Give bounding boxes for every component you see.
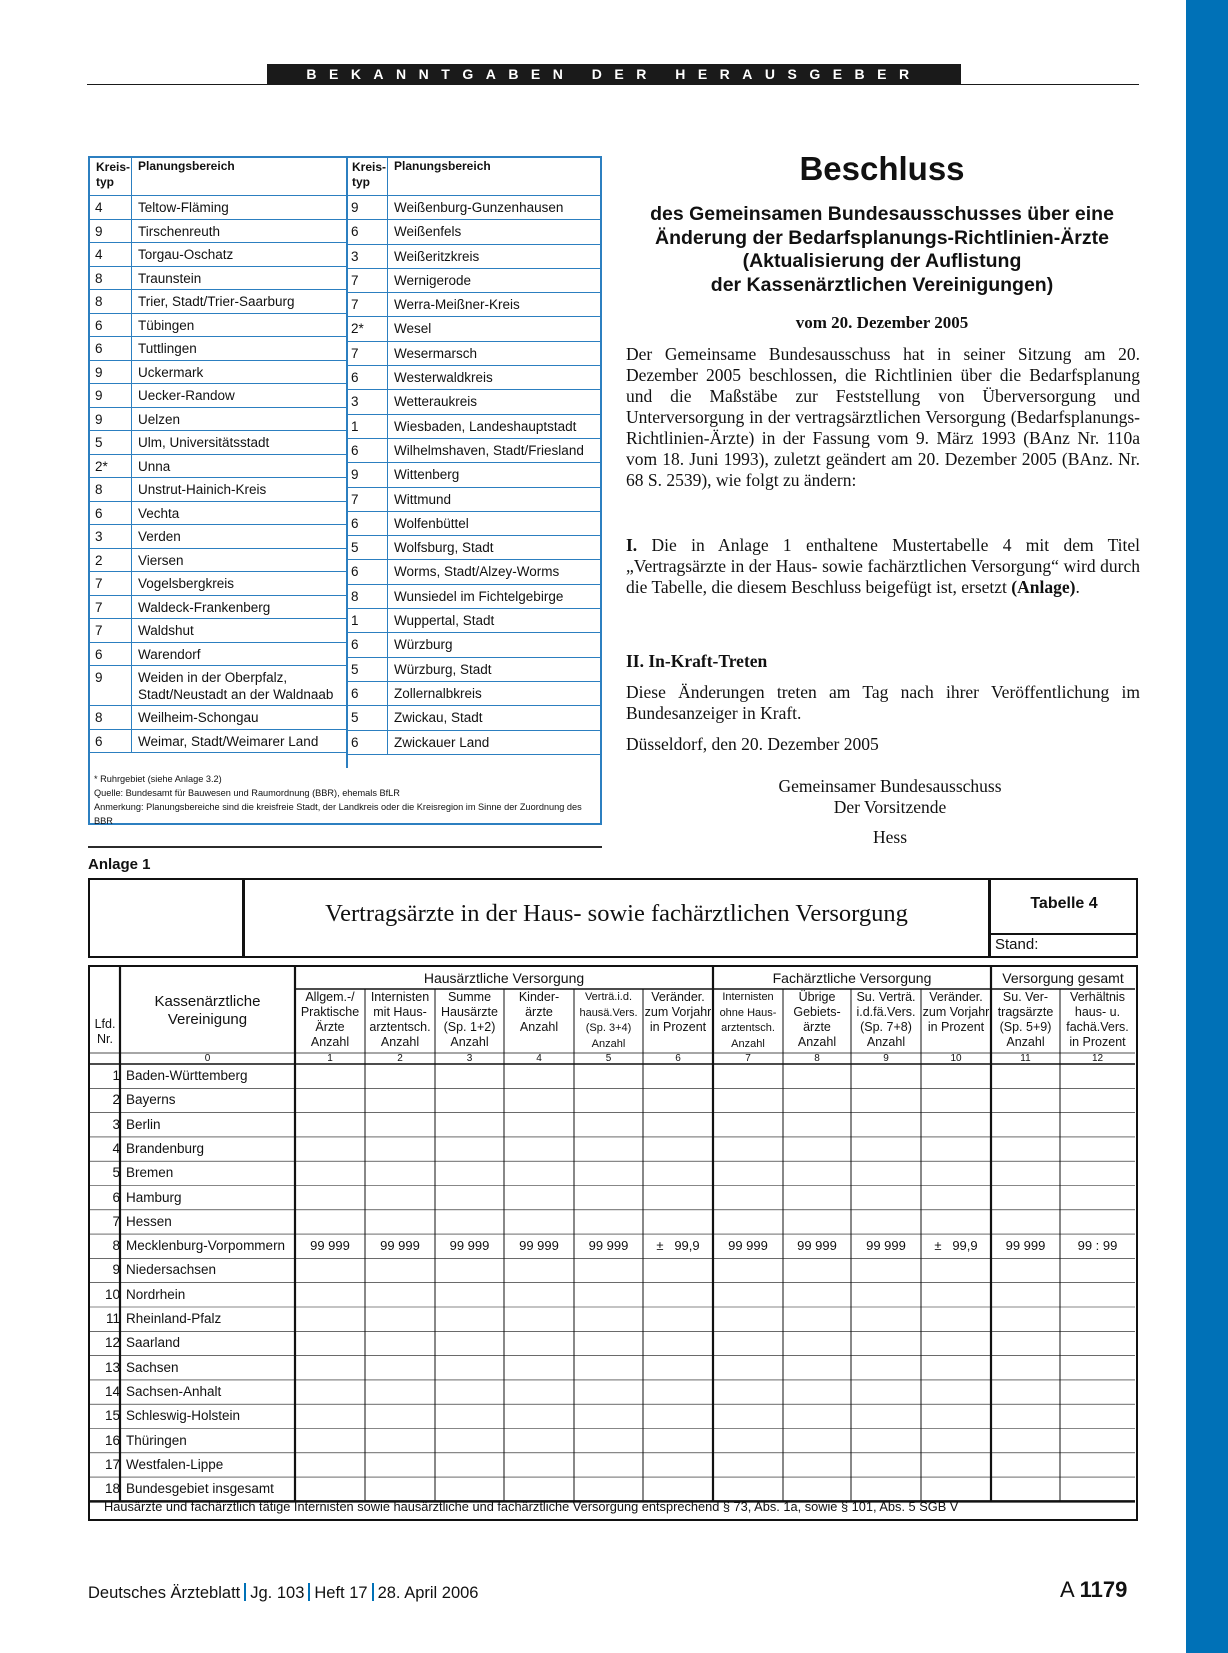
table-row bbox=[90, 596, 346, 620]
column-number: 10 bbox=[950, 1053, 962, 1064]
column-number: 9 bbox=[883, 1053, 889, 1064]
kreistyp-cell: 6 bbox=[90, 314, 132, 337]
column-number: 1 bbox=[327, 1053, 333, 1064]
table-row bbox=[346, 560, 600, 584]
kreistyp-cell: 5 bbox=[346, 536, 388, 559]
blue-side-bar bbox=[1186, 0, 1228, 1653]
signature-org: Gemeinsamer Bundesausschuss bbox=[778, 776, 1002, 796]
header-kassenaerztliche-vereinigung: Kassenärztliche Vereinigung bbox=[154, 993, 261, 1028]
table-row bbox=[90, 1331, 1136, 1355]
row-number: 2 bbox=[112, 1092, 120, 1108]
cell-value: 99 999 bbox=[866, 1238, 906, 1254]
table-row bbox=[346, 439, 600, 463]
page-number bbox=[1060, 1577, 1127, 1603]
table-row bbox=[346, 317, 600, 341]
planungsbereich-cell: Uelzen bbox=[138, 411, 181, 427]
kreistyp-cell: 1 bbox=[346, 415, 388, 438]
table-row bbox=[90, 572, 346, 596]
kreistyp-cell: 4 bbox=[90, 196, 132, 219]
table-row bbox=[90, 478, 346, 502]
kreistyp-cell: 7 bbox=[90, 596, 132, 619]
page-title: Beschluss bbox=[799, 150, 965, 187]
table-header bbox=[346, 158, 600, 196]
table-row bbox=[90, 643, 346, 667]
row-number: 8 bbox=[112, 1238, 120, 1254]
planungsbereich-cell: Weißenfels bbox=[394, 224, 462, 240]
group-header: Versorgung gesamt bbox=[1002, 970, 1124, 986]
section-one-paragraph bbox=[626, 535, 1140, 598]
kreistyp-cell: 3 bbox=[90, 525, 132, 548]
row-kv-name: Saarland bbox=[126, 1335, 181, 1351]
table-row bbox=[90, 1234, 1136, 1258]
column-header: Allgem.-/ Praktische Ärzte Anzahl bbox=[300, 990, 360, 1049]
table-row bbox=[346, 463, 600, 487]
planungsbereich-cell: Weilheim-Schongau bbox=[138, 710, 259, 725]
planungsbereich-cell: Weißeritzkreis bbox=[394, 248, 480, 264]
planungsbereich-cell: Wunsiedel im Fichtelgebirge bbox=[394, 588, 564, 604]
planungsbereich-cell: Zollernalbkreis bbox=[394, 685, 482, 701]
row-number: 15 bbox=[104, 1408, 120, 1424]
table-row bbox=[90, 1113, 1136, 1137]
row-kv-name: Westfalen-Lippe bbox=[126, 1456, 224, 1472]
row-number: 5 bbox=[112, 1165, 120, 1181]
planning-table-left-column bbox=[90, 158, 346, 753]
table-row bbox=[90, 1477, 1136, 1501]
planungsbereich-cell: Tübingen bbox=[138, 317, 195, 333]
row-number: 18 bbox=[104, 1481, 120, 1497]
table-row bbox=[90, 455, 346, 479]
planungsbereich-cell: Uecker-Randow bbox=[138, 388, 235, 403]
table-row bbox=[346, 609, 600, 633]
planungsbereich-cell: Westerwaldkreis bbox=[394, 370, 493, 386]
table-row bbox=[90, 1258, 1136, 1282]
column-number: 3 bbox=[466, 1053, 473, 1064]
table-row bbox=[90, 1088, 1136, 1112]
planungsbereich-cell: Weimar, Stadt/Weimarer Land bbox=[138, 733, 319, 749]
planungsbereich-cell: Wesermarsch bbox=[394, 345, 478, 361]
intro-paragraph: Der Gemeinsame Bundesausschuss hat in seiner Sitzung am 20. Dezember 2005 beschlossen, die Richtlinien über die Bedarfsplanung und die Maßstäbe zur Feststellung von Überversorgung und Unterversorgung in der vertragsärztlichen Versorgung (Bedarfsplanungs-Richtlinien-Ärzte) in der Fassung vom 9. März 1993 (BAnz Nr. 110a vom 18. Juni 1993), zuletzt geändert am 20. Dezember 2005 (BAnz. Nr. 68 S. 2539), wie folgt zu ändern: bbox=[626, 344, 1140, 490]
separator bbox=[372, 1583, 374, 1601]
row-kv-name: Thüringen bbox=[126, 1432, 187, 1448]
column-header: Übrige Gebiets- ärzte Anzahl bbox=[793, 990, 841, 1049]
group-header: Hausärztliche Versorgung bbox=[423, 970, 585, 986]
section-two-heading: II. In-Kraft-Treten bbox=[626, 651, 768, 671]
planungsbereich-cell: Unstrut-Hainich-Kreis bbox=[138, 482, 267, 497]
row-number: 7 bbox=[112, 1213, 120, 1229]
section-one-text: Die in Anlage 1 enthaltene Mustertabelle 4 mit dem Titel „Vertragsärzte in der Haus- sowie fachärztlichen Versorgung“ wird durch die Tabelle, die diesem Beschluss beigefügt ist, ersetzt bbox=[626, 535, 1141, 597]
table-header bbox=[90, 158, 346, 196]
row-kv-name: Hamburg bbox=[126, 1189, 182, 1205]
row-kv-name: Mecklenburg-Vorpommern bbox=[126, 1238, 286, 1254]
row-number: 10 bbox=[104, 1286, 120, 1302]
table-row bbox=[90, 1429, 1136, 1453]
row-number: 14 bbox=[104, 1383, 120, 1399]
section-one-end: . bbox=[1075, 577, 1080, 597]
planungsbereich-cell: Vechta bbox=[138, 505, 180, 521]
kreistyp-cell: 7 bbox=[346, 269, 388, 292]
table-row bbox=[90, 1161, 1136, 1185]
row-kv-name: Sachsen bbox=[126, 1359, 179, 1375]
cell-value: 99 999 bbox=[588, 1238, 629, 1254]
cell-value: 99 999 bbox=[519, 1238, 559, 1254]
cell-value: ± 99,9 bbox=[934, 1238, 978, 1254]
kreistyp-cell: 7 bbox=[346, 342, 388, 365]
kreistyp-cell: 6 bbox=[90, 337, 132, 360]
kreistyp-cell: 6 bbox=[346, 366, 388, 389]
anlage-label: Anlage 1 bbox=[88, 856, 151, 873]
subtitle-line: Änderung der Bedarfsplanungs-Richtlinien-Ärzte bbox=[655, 226, 1109, 249]
table-row bbox=[90, 619, 346, 643]
planungsbereich-cell: Wuppertal, Stadt bbox=[394, 613, 495, 629]
row-number: 17 bbox=[104, 1456, 120, 1472]
table-row bbox=[346, 342, 600, 366]
table-row bbox=[90, 220, 346, 244]
column-header: Verhältnis haus- u. fachä.Vers. in Prozent bbox=[1066, 990, 1129, 1049]
kreistyp-cell: 6 bbox=[90, 502, 132, 525]
section-banner: BEKANNTGABEN DER HERAUSGEBER bbox=[267, 64, 961, 84]
kreistyp-cell: 8 bbox=[346, 585, 388, 608]
table-row bbox=[90, 1137, 1136, 1161]
row-number: 12 bbox=[104, 1335, 120, 1351]
planungsbereich-cell: Viersen bbox=[138, 552, 184, 568]
row-kv-name: Schleswig-Holstein bbox=[126, 1408, 241, 1424]
column-number: 6 bbox=[675, 1053, 681, 1064]
planungsbereich-cell: Zwickauer Land bbox=[394, 734, 490, 750]
header-kreistyp: Kreis-typ bbox=[90, 158, 132, 196]
cell-value: 99 999 bbox=[1005, 1238, 1046, 1254]
cell-value: 99 : 99 bbox=[1077, 1238, 1118, 1254]
kreistyp-cell: 4 bbox=[90, 243, 132, 266]
table-row bbox=[346, 390, 600, 414]
column-number: 12 bbox=[1091, 1053, 1104, 1064]
kreistyp-cell: 9 bbox=[90, 408, 132, 431]
column-number: 7 bbox=[745, 1053, 751, 1064]
row-number: 13 bbox=[104, 1359, 120, 1375]
row-number: 6 bbox=[112, 1189, 120, 1205]
row-kv-name: Bremen bbox=[126, 1165, 174, 1181]
journal-name: Deutsches Ärzteblatt bbox=[88, 1584, 241, 1602]
table-row bbox=[90, 243, 346, 267]
kreistyp-cell: 2 bbox=[90, 549, 132, 572]
table-row bbox=[346, 245, 600, 269]
table-row bbox=[90, 730, 346, 754]
planungsbereich-cell: Waldshut bbox=[138, 623, 194, 638]
table-row bbox=[90, 361, 346, 385]
planungsbereich-cell: Worms, Stadt/Alzey-Worms bbox=[394, 564, 560, 580]
row-number: 9 bbox=[112, 1262, 120, 1278]
subtitle-line: des Gemeinsamen Bundesausschusses über eine bbox=[650, 203, 1114, 225]
kreistyp-cell: 7 bbox=[90, 619, 132, 642]
table-row bbox=[346, 731, 600, 755]
row-kv-name: Baden-Württemberg bbox=[126, 1068, 248, 1083]
table-row bbox=[346, 633, 600, 657]
table-title-box bbox=[88, 878, 1138, 958]
table-row bbox=[90, 384, 346, 408]
kreistyp-cell: 3 bbox=[346, 390, 388, 413]
row-kv-name: Sachsen-Anhalt bbox=[126, 1383, 222, 1399]
kreistyp-cell: 5 bbox=[346, 706, 388, 729]
kreistyp-cell: 8 bbox=[90, 478, 132, 501]
table-row bbox=[90, 314, 346, 338]
divider bbox=[988, 880, 991, 956]
table-row bbox=[346, 706, 600, 730]
planungsbereich-cell: Wesel bbox=[394, 321, 432, 337]
place-date: Düsseldorf, den 20. Dezember 2005 bbox=[626, 734, 879, 754]
planning-table-right-column bbox=[346, 158, 600, 755]
planungsbereich-cell: Wittenberg bbox=[394, 467, 460, 483]
signature-role: Der Vorsitzende bbox=[833, 797, 947, 817]
planungsbereich-cell: Warendorf bbox=[138, 646, 201, 662]
planungsbereich-cell: Unna bbox=[138, 458, 171, 474]
cell-value: 99 999 bbox=[380, 1238, 420, 1254]
kreistyp-cell: 6 bbox=[346, 682, 388, 705]
kreistyp-cell: 6 bbox=[90, 730, 132, 753]
kreistyp-cell: 3 bbox=[346, 245, 388, 268]
row-kv-name: Hessen bbox=[126, 1213, 172, 1229]
kreistyp-cell: 9 bbox=[90, 666, 132, 705]
kreistyp-cell: 1 bbox=[346, 609, 388, 632]
section-rule bbox=[88, 846, 602, 848]
header-kreistyp: Kreis-typ bbox=[346, 158, 388, 196]
row-number: 1 bbox=[112, 1068, 120, 1083]
row-kv-name: Niedersachsen bbox=[126, 1262, 217, 1278]
planungsbereich-cell: Tuttlingen bbox=[138, 341, 197, 356]
table-row bbox=[90, 1210, 1136, 1234]
table-row bbox=[346, 366, 600, 390]
table-row bbox=[346, 658, 600, 682]
kreistyp-cell: 6 bbox=[90, 643, 132, 666]
planungsbereich-cell: Würzburg, Stadt bbox=[394, 661, 492, 677]
kreistyp-cell: 7 bbox=[346, 488, 388, 511]
table-row bbox=[90, 337, 346, 361]
planungsbereich-cell: Zwickau, Stadt bbox=[394, 710, 483, 726]
row-kv-name: Rheinland-Pfalz bbox=[126, 1311, 222, 1326]
table-row bbox=[346, 220, 600, 244]
table-row bbox=[90, 706, 346, 730]
planungsbereich-cell: Wernigerode bbox=[394, 272, 472, 288]
header-rule bbox=[87, 84, 1139, 85]
group-header: Fachärztliche Versorgung bbox=[772, 970, 932, 986]
kreistyp-cell: 9 bbox=[346, 196, 388, 219]
row-kv-name: Bundesgebiet insgesamt bbox=[126, 1481, 274, 1497]
column-header: Verträ.i.d. hausä.Vers. (Sp. 3+4) Anzahl bbox=[579, 991, 638, 1050]
planungsbereich-cell: Tirschenreuth bbox=[138, 223, 221, 239]
cell-value: 99 999 bbox=[797, 1238, 837, 1254]
planungsbereich-cell: Waldeck-Frankenberg bbox=[138, 599, 271, 615]
kreistyp-cell: 5 bbox=[90, 431, 132, 454]
row-kv-name: Berlin bbox=[126, 1116, 161, 1132]
row-number: 3 bbox=[112, 1116, 120, 1132]
planungsbereich-cell: Vogelsbergkreis bbox=[138, 576, 235, 591]
cell-value: 99 999 bbox=[728, 1238, 768, 1254]
column-number: 8 bbox=[814, 1053, 820, 1064]
kreistyp-cell: 5 bbox=[346, 658, 388, 681]
column-header: Su. Ver- tragsärzte (Sp. 5+9) Anzahl bbox=[997, 990, 1054, 1049]
cell-value: ± 99,9 bbox=[656, 1238, 700, 1254]
planungsbereich-cell: Würzburg bbox=[394, 637, 453, 653]
table-row bbox=[346, 196, 600, 220]
kreistyp-cell: 8 bbox=[90, 267, 132, 290]
planungsbereich-cell: Wilhelmshaven, Stadt/Friesland bbox=[394, 442, 584, 458]
column-header: Internisten mit Haus- arztentsch. Anzahl bbox=[369, 990, 431, 1049]
table-row bbox=[90, 666, 346, 706]
planungsbereich-cell: Trier, Stadt/Trier-Saarburg bbox=[138, 294, 295, 309]
table-row bbox=[90, 1404, 1136, 1428]
table-row bbox=[90, 549, 346, 573]
column-header: Internisten ohne Haus- arztentsch. Anzahl bbox=[719, 991, 777, 1050]
cell-value: 99 999 bbox=[310, 1238, 350, 1254]
table-row bbox=[90, 431, 346, 455]
row-number: 4 bbox=[112, 1140, 120, 1156]
signature-block bbox=[700, 776, 1080, 818]
table-number: Tabelle 4 bbox=[1030, 895, 1098, 912]
table-row bbox=[90, 408, 346, 432]
table-row bbox=[346, 293, 600, 317]
footnote-line: Quelle: Bundesamt für Bauwesen und Raumordnung (BBR), ehemals BfLR bbox=[94, 788, 400, 798]
table-row bbox=[346, 536, 600, 560]
section-two-paragraph: Diese Änderungen treten am Tag nach ihrer Veröffentlichung im Bundesanzeiger in Kraft. bbox=[626, 682, 1140, 723]
planungsbereich-cell: Weiden in der Oberpfalz, Stadt/Neustadt an der Waldnaab bbox=[138, 670, 334, 702]
kreistyp-cell: 6 bbox=[346, 560, 388, 583]
table-row bbox=[90, 1356, 1136, 1380]
table-row bbox=[90, 525, 346, 549]
column-header: Veränder. zum Vorjahr in Prozent bbox=[922, 990, 990, 1034]
table-row bbox=[90, 1453, 1136, 1477]
table-row bbox=[90, 290, 346, 314]
kreistyp-cell: 9 bbox=[90, 361, 132, 384]
column-number: 4 bbox=[536, 1053, 542, 1064]
planungsbereich-cell: Teltow-Fläming bbox=[138, 200, 229, 215]
divider bbox=[990, 933, 1138, 935]
row-kv-name: Brandenburg bbox=[126, 1140, 205, 1156]
column-header: Summe Hausärzte (Sp. 1+2) Anzahl bbox=[441, 990, 498, 1049]
planungsbereich-cell: Verden bbox=[138, 529, 181, 544]
subtitle-line: der Kassenärztlichen Vereinigungen) bbox=[710, 273, 1054, 296]
kreistyp-cell: 9 bbox=[90, 384, 132, 407]
kreistyp-cell: 2* bbox=[90, 455, 132, 478]
table-footnote: Hausärzte und fachärztlich tätige Internisten sowie hausärztliche und fachärztliche Versorgung entsprechend § 73, Abs. 1a, sowie § 101, Abs. 5 SGB V bbox=[104, 1499, 959, 1514]
row-kv-name: Nordrhein bbox=[126, 1286, 186, 1302]
table-row bbox=[90, 1283, 1136, 1307]
kreistyp-cell: 2* bbox=[346, 317, 388, 340]
planungsbereich-cell: Wolfsburg, Stadt bbox=[394, 540, 494, 556]
table-row bbox=[90, 196, 346, 220]
column-header: Su. Verträ. i.d.fä.Vers. (Sp. 7+8) Anzahl bbox=[856, 990, 916, 1049]
kreistyp-cell: 8 bbox=[90, 290, 132, 313]
separator bbox=[308, 1583, 310, 1601]
journal-volume: Jg. 103 bbox=[250, 1584, 305, 1602]
row-number: 16 bbox=[104, 1432, 120, 1448]
journal-issue: Heft 17 bbox=[314, 1584, 368, 1602]
header-planungsbereich: Planungsbereich bbox=[138, 159, 235, 173]
table-row bbox=[90, 502, 346, 526]
row-kv-name: Bayerns bbox=[126, 1092, 176, 1108]
table-row bbox=[346, 269, 600, 293]
planning-area-table bbox=[88, 156, 602, 825]
subtitle-line: (Aktualisierung der Auflistung bbox=[742, 250, 1022, 272]
decision-date: vom 20. Dezember 2005 bbox=[795, 313, 969, 332]
planungsbereich-cell: Wiesbaden, Landeshauptstadt bbox=[394, 418, 577, 434]
planungsbereich-cell: Wetteraukreis bbox=[394, 394, 478, 410]
page-number-value: 1179 bbox=[1079, 1577, 1128, 1602]
footnote-line: Anmerkung: Planungsbereiche sind die kreisfreie Stadt, der Landkreis oder die Kreisregion im Sinne der Zuordnung des BBR bbox=[94, 802, 582, 826]
header-lfd-nr: Lfd. Nr. bbox=[94, 1017, 116, 1046]
kreistyp-cell: 6 bbox=[346, 633, 388, 656]
page-prefix: A bbox=[1060, 1577, 1074, 1602]
table-row bbox=[346, 682, 600, 706]
section-one-label: I. bbox=[626, 535, 638, 555]
planungsbereich-cell: Werra-Meißner-Kreis bbox=[394, 297, 520, 313]
column-number: 0 bbox=[204, 1053, 211, 1064]
subtitle bbox=[624, 203, 1140, 297]
table-row bbox=[90, 1380, 1136, 1404]
table-row bbox=[346, 488, 600, 512]
kreistyp-cell: 9 bbox=[346, 463, 388, 486]
section-one-anlage: (Anlage) bbox=[1011, 577, 1076, 597]
kreistyp-cell: 6 bbox=[346, 220, 388, 243]
planungsbereich-cell: Weißenburg-Gunzenhausen bbox=[394, 200, 564, 215]
planungsbereich-cell: Wolfenbüttel bbox=[394, 515, 469, 531]
cell-value: 99 999 bbox=[449, 1238, 490, 1254]
kreistyp-cell: 8 bbox=[90, 706, 132, 729]
table-row bbox=[346, 512, 600, 536]
table-row bbox=[90, 1307, 1136, 1331]
table-row bbox=[90, 1064, 1136, 1088]
table-row bbox=[90, 1186, 1136, 1210]
table-row bbox=[346, 585, 600, 609]
column-number: 11 bbox=[1020, 1053, 1031, 1064]
kreistyp-cell: 6 bbox=[346, 512, 388, 535]
physicians-table bbox=[88, 965, 1138, 1521]
separator bbox=[244, 1583, 246, 1601]
planungsbereich-cell: Uckermark bbox=[138, 364, 204, 380]
planning-table-footnotes bbox=[94, 772, 598, 828]
column-header: Kinder- ärzte Anzahl bbox=[518, 990, 560, 1034]
kreistyp-cell: 9 bbox=[90, 220, 132, 243]
column-header: Veränder. zum Vorjahr in Prozent bbox=[644, 990, 712, 1034]
table-title: Vertragsärzte in der Haus- sowie fachärztlichen Versorgung bbox=[325, 900, 908, 927]
column-number: 2 bbox=[397, 1053, 403, 1064]
stand-label: Stand: bbox=[995, 936, 1039, 953]
kreistyp-cell: 6 bbox=[346, 439, 388, 462]
kreistyp-cell: 6 bbox=[346, 731, 388, 754]
table-row bbox=[90, 267, 346, 291]
kreistyp-cell: 7 bbox=[90, 572, 132, 595]
signature-name: Hess bbox=[872, 827, 908, 847]
planungsbereich-cell: Wittmund bbox=[394, 491, 452, 507]
planungsbereich-cell: Torgau-Oschatz bbox=[138, 247, 234, 262]
row-number: 11 bbox=[105, 1311, 120, 1326]
footnote-line: * Ruhrgebiet (siehe Anlage 3.2) bbox=[94, 774, 222, 784]
journal-footer bbox=[88, 1583, 479, 1603]
table-row bbox=[346, 415, 600, 439]
planungsbereich-cell: Ulm, Universitätsstadt bbox=[138, 435, 270, 450]
kreistyp-cell: 7 bbox=[346, 293, 388, 316]
journal-date: 28. April 2006 bbox=[377, 1584, 479, 1602]
header-planungsbereich: Planungsbereich bbox=[394, 159, 491, 173]
column-number: 5 bbox=[605, 1053, 612, 1064]
planungsbereich-cell: Traunstein bbox=[138, 270, 202, 286]
